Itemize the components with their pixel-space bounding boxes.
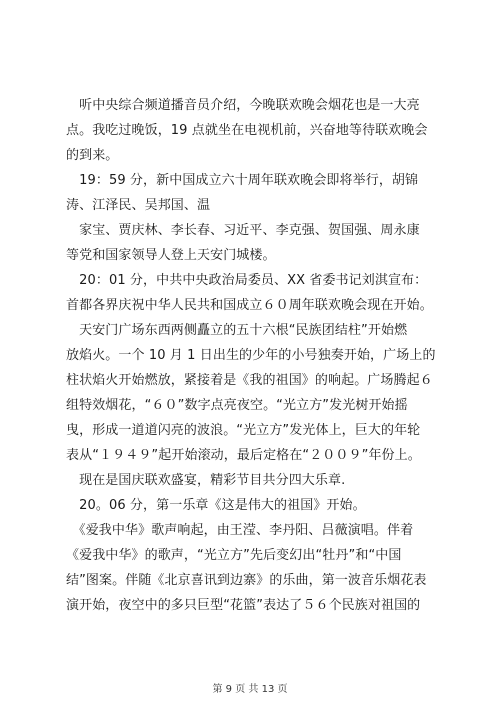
- paragraph-2001: [66, 268, 458, 318]
- text-line: 放焰火。一个 10 月 1 日出生的少年的小号独奏开始，广场上的: [66, 348, 436, 363]
- paragraph-program: [66, 468, 458, 493]
- text-line: 的到来。: [66, 148, 119, 163]
- text-line: 点。我吃过晚饭，19 点就坐在电视机前，兴奋地等待联欢晚会: [66, 123, 428, 138]
- text-line: 天安门广场东西两侧矗立的五十六根“民族团结柱”开始燃: [66, 323, 408, 338]
- text-line: 曳，形成一道道闪亮的波浪。“光立方”发光体上，巨大的年轮: [66, 423, 421, 438]
- paragraph-fireworks: [66, 318, 458, 468]
- paragraph-love-china: [66, 518, 458, 618]
- text-line: 听中央综合频道播音员介绍，今晚联欢晚会烟花也是一大亮: [66, 98, 420, 113]
- document-body: [66, 93, 458, 618]
- text-line: 现在是国庆联欢盛宴，精彩节目共分四大乐章.: [66, 473, 346, 488]
- paragraph-intro: [66, 93, 458, 168]
- text-line: 演开始，夜空中的多只巨型“花篮”表达了５６个民族对祖国的: [66, 598, 421, 613]
- text-line: 结”图案。伴随《北京喜讯到边寨》的乐曲，第一波音乐烟花表: [66, 573, 427, 588]
- page-footer: 第 9 页 共 13 页: [212, 684, 288, 695]
- text-line: 等党和国家领导人登上天安门城楼。: [66, 248, 276, 263]
- text-line: 家宝、贾庆林、李长春、习近平、李克强、贺国强、周永康: [66, 223, 420, 238]
- text-line: 组特效烟花，“６０”数字点亮夜空。“光立方”发光树开始摇: [66, 398, 408, 413]
- paragraph-first-movement: [66, 493, 458, 518]
- text-line: 柱状焰火开始燃放，紧接着是《我的祖国》的响起。广场腾起６: [66, 373, 433, 388]
- paragraph-1959: [66, 168, 458, 218]
- text-line: 涛、江泽民、吴邦国、温: [66, 198, 211, 213]
- text-line: 20。06 分，第一乐章《这是伟大的祖国》开始。: [66, 498, 366, 513]
- text-line: 19：59 分，新中国成立六十周年联欢晚会即将举行，胡锦: [66, 173, 419, 188]
- text-line: 首都各界庆祝中华人民共和国成立６０周年联欢晚会现在开始。: [66, 298, 433, 313]
- text-line: 表从“１９４９”起开始滚动，最后定格在“２００９”年份上。: [66, 448, 421, 463]
- paragraph-leaders: [66, 218, 458, 268]
- text-line: 《爱我中华》歌声响起，由王滢、李丹阳、吕薇演唱。伴着: [66, 523, 414, 538]
- text-line: 20：01 分，中共中央政治局委员、XX 省委书记刘淇宣布：: [66, 273, 428, 288]
- text-line: 《爱我中华》的歌声，“光立方”先后变幻出“牡丹”和“中国: [66, 548, 402, 563]
